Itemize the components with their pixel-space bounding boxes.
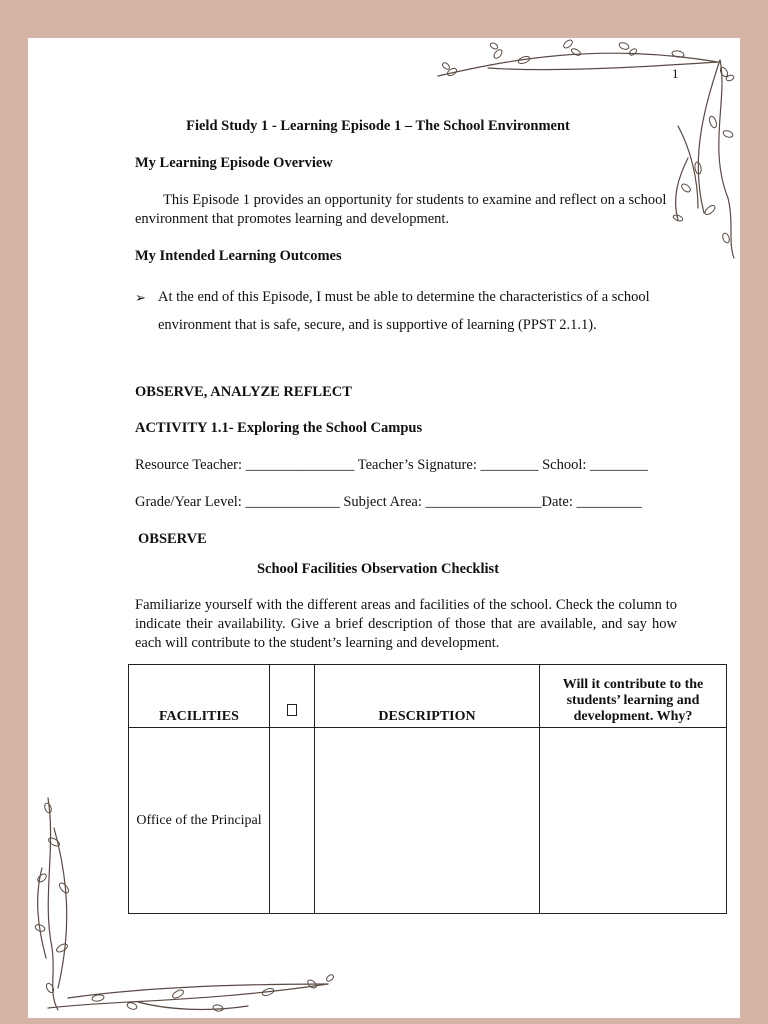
header-contribution: Will it contribute to the students’ learning and development. Why?	[540, 665, 727, 728]
header-description: DESCRIPTION	[315, 665, 540, 728]
checkbox-glyph-icon	[287, 704, 297, 716]
facilities-checklist-table	[128, 664, 727, 914]
outcome-text: At the end of this Episode, I must be able to determine the characteristics of a school environment that is safe, secure, and is supportive of learning (PPST 2.1.1).	[158, 289, 650, 333]
outcome-list-item	[135, 284, 678, 339]
cell-description[interactable]	[315, 728, 540, 914]
form-line-teacher[interactable]: Resource Teacher: _______________ Teacher’s Signature: ________ School: ________	[135, 457, 649, 473]
overview-heading: My Learning Episode Overview	[135, 155, 333, 171]
cell-contribution[interactable]	[540, 728, 727, 914]
header-check-column	[270, 665, 315, 728]
outcomes-heading: My Intended Learning Outcomes	[135, 248, 342, 264]
document-page	[28, 38, 740, 1018]
checklist-title: School Facilities Observation Checklist	[256, 561, 500, 577]
page-title: Field Study 1 - Learning Episode 1 – The School Environment	[186, 118, 570, 134]
form-line-grade[interactable]: Grade/Year Level: _____________ Subject Area: ________________Date: _________	[135, 494, 642, 510]
section-heading: OBSERVE, ANALYZE REFLECT	[135, 384, 352, 400]
header-facilities: FACILITIES	[129, 665, 270, 728]
arrow-bullet-icon: ➢	[135, 290, 146, 305]
table-header-row	[129, 665, 727, 728]
activity-heading: ACTIVITY 1.1- Exploring the School Campus	[135, 420, 423, 436]
cell-facility: Office of the Principal	[129, 728, 270, 914]
table-row	[129, 728, 727, 914]
overview-text: This Episode 1 provides an opportunity for students to examine and reflect on a school environment that promotes learning and development.	[135, 192, 667, 227]
observe-heading: OBSERVE	[138, 531, 207, 547]
instructions-text: Familiarize yourself with the different areas and facilities of the school. Check the column to indicate their availability. Give a brief description of those that are available, and say how each will contribute to the student’s learning and development.	[135, 597, 677, 651]
cell-check[interactable]	[270, 728, 315, 914]
page-number: 1	[672, 66, 679, 81]
